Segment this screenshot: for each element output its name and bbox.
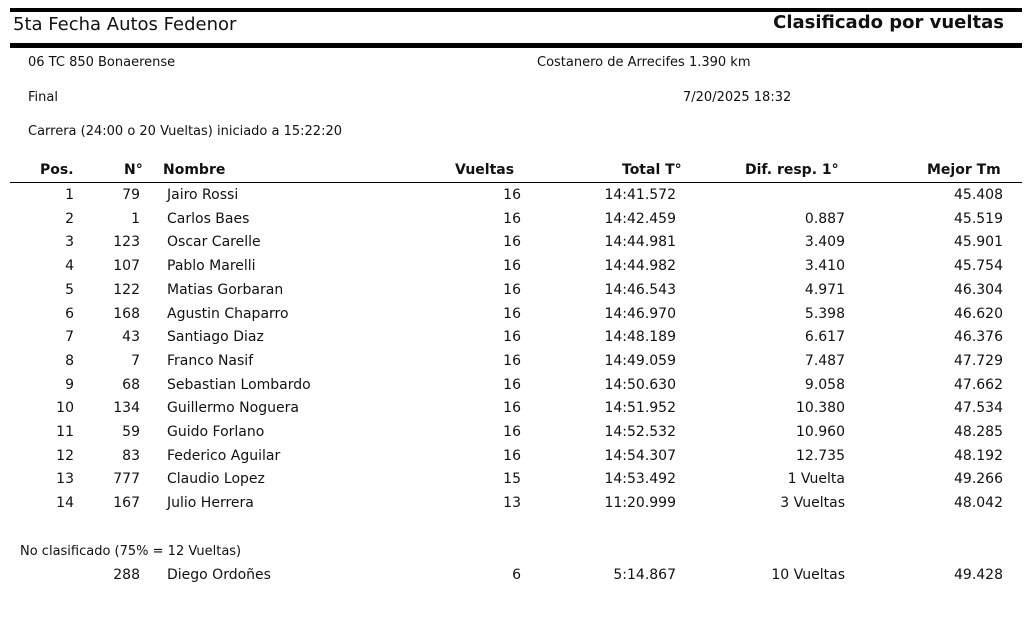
cell-total: 14:46.543 xyxy=(604,281,676,298)
table-row xyxy=(0,303,1024,326)
cell-pos: 9 xyxy=(65,376,74,393)
cell-total: 14:53.492 xyxy=(604,471,676,488)
col-header-diff: Dif. resp. 1° xyxy=(745,162,839,178)
cell-total: 14:41.572 xyxy=(604,187,676,203)
column-header-rule xyxy=(10,182,1022,183)
table-row xyxy=(0,445,1024,468)
cell-pos: 4 xyxy=(65,258,74,275)
cell-laps: 16 xyxy=(503,281,521,298)
cell-num: 167 xyxy=(113,495,140,512)
cell-diff: 10.960 xyxy=(796,424,845,440)
cell-best: 45.519 xyxy=(954,210,1003,227)
cell-diff: 3.409 xyxy=(804,234,845,251)
cell-best: 49.428 xyxy=(954,567,1003,583)
header-rule xyxy=(10,43,1022,48)
cell-num: 68 xyxy=(122,376,140,393)
cell-best: 46.620 xyxy=(954,305,1003,322)
cell-name: Claudio Lopez xyxy=(167,471,265,488)
cell-name: Matias Gorbaran xyxy=(167,281,284,298)
cell-diff: 5.398 xyxy=(804,305,845,322)
cell-num: 777 xyxy=(113,471,140,488)
cell-best: 46.304 xyxy=(954,281,1003,298)
cell-laps: 16 xyxy=(503,210,521,227)
cell-num: 107 xyxy=(113,258,140,275)
cell-name: Franco Nasif xyxy=(167,352,254,369)
cell-pos: 8 xyxy=(65,352,74,369)
cell-laps: 16 xyxy=(503,329,521,346)
cell-name: Pablo Marelli xyxy=(167,258,256,275)
cell-laps: 13 xyxy=(503,495,521,512)
cell-num: 288 xyxy=(113,567,140,583)
cell-best: 47.729 xyxy=(954,352,1003,369)
track-label: Costanero de Arrecifes 1.390 km xyxy=(537,55,751,70)
table-row xyxy=(0,208,1024,231)
cell-best: 48.192 xyxy=(954,447,1003,464)
table-row xyxy=(0,564,1024,587)
cell-total: 14:48.189 xyxy=(604,329,676,346)
cell-best: 45.408 xyxy=(954,187,1003,203)
page-title: 5ta Fecha Autos Fedenor xyxy=(13,14,237,35)
cell-total: 14:42.459 xyxy=(604,210,676,227)
cell-num: 79 xyxy=(122,187,140,203)
cell-name: Guillermo Noguera xyxy=(167,400,299,417)
cell-diff: 6.617 xyxy=(804,329,845,346)
cell-pos: 6 xyxy=(65,305,74,322)
table-row xyxy=(0,231,1024,254)
table-row xyxy=(0,350,1024,373)
col-header-pos: Pos. xyxy=(40,162,74,178)
cell-diff: 9.058 xyxy=(804,376,845,393)
table-row xyxy=(0,279,1024,302)
cell-total: 14:50.630 xyxy=(604,376,676,393)
cell-best: 46.376 xyxy=(954,329,1003,346)
table-row xyxy=(0,326,1024,349)
table-row xyxy=(0,421,1024,444)
cell-best: 47.534 xyxy=(954,400,1003,417)
cell-num: 59 xyxy=(122,424,140,440)
table-row xyxy=(0,468,1024,491)
cell-name: Agustin Chaparro xyxy=(167,305,289,322)
cell-laps: 16 xyxy=(503,234,521,251)
cell-laps: 16 xyxy=(503,305,521,322)
cell-diff: 4.971 xyxy=(804,281,845,298)
cell-total: 14:54.307 xyxy=(604,447,676,464)
cell-diff: 3 Vueltas xyxy=(780,495,845,512)
cell-pos: 12 xyxy=(56,447,74,464)
cell-pos: 7 xyxy=(65,329,74,346)
cell-laps: 16 xyxy=(503,258,521,275)
cell-laps: 16 xyxy=(503,400,521,417)
cell-total: 11:20.999 xyxy=(604,495,676,512)
cell-num: 43 xyxy=(122,329,140,346)
cell-best: 45.901 xyxy=(954,234,1003,251)
cell-pos: 14 xyxy=(56,495,74,512)
report-type: Clasificado por vueltas xyxy=(773,12,1004,33)
cell-name: Guido Forlano xyxy=(167,424,265,440)
cell-diff: 0.887 xyxy=(804,210,845,227)
cell-pos: 2 xyxy=(65,210,74,227)
table-row xyxy=(0,184,1024,207)
cell-num: 168 xyxy=(113,305,140,322)
col-header-name: Nombre xyxy=(163,162,226,178)
cell-num: 122 xyxy=(113,281,140,298)
table-row xyxy=(0,374,1024,397)
cell-name: Jairo Rossi xyxy=(167,187,239,203)
cell-best: 45.754 xyxy=(954,258,1003,275)
cell-name: Julio Herrera xyxy=(167,495,254,512)
cell-total: 5:14.867 xyxy=(613,567,676,583)
cell-pos: 11 xyxy=(56,424,74,440)
cell-total: 14:44.982 xyxy=(604,258,676,275)
cell-name: Diego Ordoñes xyxy=(167,567,271,583)
cell-diff: 10.380 xyxy=(796,400,845,417)
cell-num: 83 xyxy=(122,447,140,464)
datetime-label: 7/20/2025 18:32 xyxy=(683,90,792,105)
cell-diff: 1 Vuelta xyxy=(787,471,845,488)
cell-pos: 5 xyxy=(65,281,74,298)
race-info: Carrera (24:00 o 20 Vueltas) iniciado a 15:22:20 xyxy=(28,124,342,139)
session-label: Final xyxy=(28,90,58,105)
cell-pos: 10 xyxy=(56,400,74,417)
cell-diff: 7.487 xyxy=(804,352,845,369)
not-classified-label: No clasificado (75% = 12 Vueltas) xyxy=(20,544,242,559)
cell-laps: 6 xyxy=(512,567,521,583)
table-row xyxy=(0,492,1024,515)
cell-best: 48.042 xyxy=(954,495,1003,512)
cell-diff: 3.410 xyxy=(804,258,845,275)
cell-laps: 16 xyxy=(503,187,521,203)
cell-best: 48.285 xyxy=(954,424,1003,440)
cell-diff: 10 Vueltas xyxy=(771,567,845,583)
col-header-best: Mejor Tm xyxy=(927,162,1001,178)
cell-name: Oscar Carelle xyxy=(167,234,261,251)
col-header-num: N° xyxy=(124,162,143,178)
table-row xyxy=(0,255,1024,278)
cell-pos: 1 xyxy=(65,187,74,203)
cell-laps: 16 xyxy=(503,424,521,440)
cell-total: 14:49.059 xyxy=(604,352,676,369)
table-row xyxy=(0,397,1024,420)
cell-num: 7 xyxy=(131,352,140,369)
col-header-laps: Vueltas xyxy=(455,162,515,178)
cell-num: 1 xyxy=(131,210,140,227)
cell-laps: 16 xyxy=(503,376,521,393)
cell-laps: 16 xyxy=(503,352,521,369)
cell-name: Santiago Diaz xyxy=(167,329,264,346)
cell-pos: 13 xyxy=(56,471,74,488)
cell-best: 49.266 xyxy=(954,471,1003,488)
cell-laps: 16 xyxy=(503,447,521,464)
cell-laps: 15 xyxy=(503,471,521,488)
cell-num: 123 xyxy=(113,234,140,251)
cell-name: Federico Aguilar xyxy=(167,447,281,464)
cell-total: 14:44.981 xyxy=(604,234,676,251)
col-header-total: Total T° xyxy=(622,162,682,178)
cell-total: 14:46.970 xyxy=(604,305,676,322)
category-label: 06 TC 850 Bonaerense xyxy=(28,55,176,70)
cell-name: Carlos Baes xyxy=(167,210,250,227)
cell-diff: 12.735 xyxy=(796,447,845,464)
cell-best: 47.662 xyxy=(954,376,1003,393)
cell-total: 14:51.952 xyxy=(604,400,676,417)
cell-total: 14:52.532 xyxy=(604,424,676,440)
cell-name: Sebastian Lombardo xyxy=(167,376,311,393)
cell-pos: 3 xyxy=(65,234,74,251)
cell-num: 134 xyxy=(113,400,140,417)
